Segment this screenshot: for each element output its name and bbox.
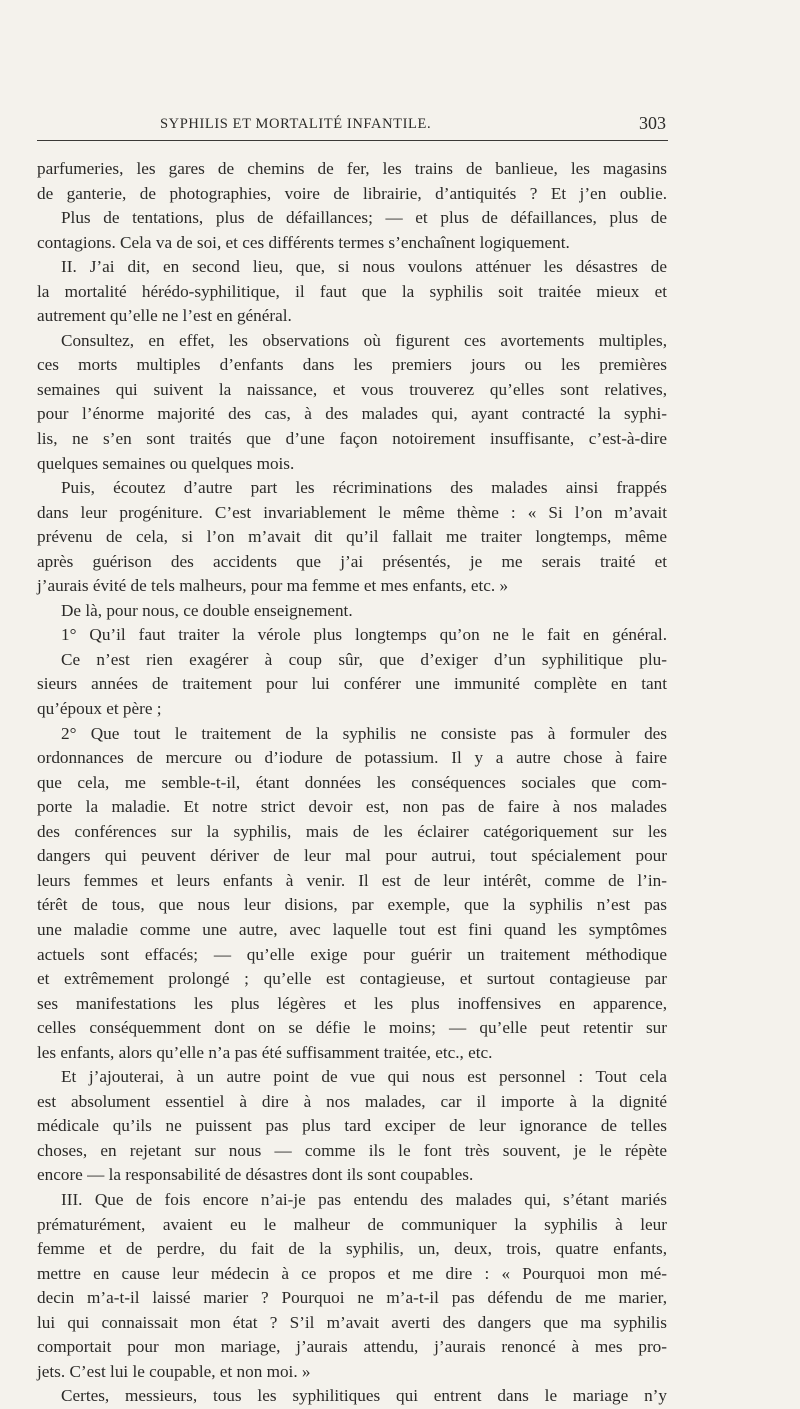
text-line: prématurément, avaient eu le malheur de communiquer la syphilis à leur [37,1214,667,1234]
text-line: celles conséquemment dont on se défie le moins; — qu’elle peut retentir sur [37,1018,667,1038]
text-line: dangers qui peuvent dériver de leur mal pour autrui, tout spécialement pour [37,846,667,866]
text-line: sieurs années de traitement pour lui conférer une immunité complète en tant [37,674,667,694]
text-line: est absolument essentiel à dire à nos malades, car il importe à la dignité [37,1091,667,1111]
text-line: dans leur progéniture. C’est invariablement le même thème : « Si l’on m’avait [37,502,667,522]
text-line: que cela, me semble-t-il, étant données les conséquences sociales que com- [37,772,667,792]
text-line: actuels sont effacés; — qu’elle exige pour guérir un traitement méthodique [37,944,667,964]
page-number: 303 [639,113,666,133]
text-line: comportait pour mon mariage, j’aurais attendu, j’aurais renoncé à mes pro- [37,1337,667,1357]
text-line: j’aurais évité de tels malheurs, pour ma femme et mes enfants, etc. » [37,576,509,596]
page-header [37,112,668,141]
text-line: 1° Qu’il faut traiter la vérole plus longtemps qu’on ne le fait en général. [61,625,667,645]
text-line: qu’époux et père ; [37,699,162,719]
text-line: Et j’ajouterai, à un autre point de vue qui nous est personnel : Tout cela [61,1067,667,1087]
text-line: lis, ne s’en sont traités que d’une façon notoirement insuffisante, c’est-à-dire [37,429,667,449]
text-line: et extrêmement prolongé ; qu’elle est contagieuse, et surtout contagieuse par [37,969,667,989]
text-line: III. Que de fois encore n’ai-je pas entendu des malades qui, s’étant mariés [61,1189,667,1209]
text-line: prévenu de cela, si l’on m’avait dit qu’il fallait me traiter longtemps, même [37,527,667,547]
text-line: une maladie comme une autre, avec laquelle tout est fini quand les symptômes [37,919,667,939]
text-line: Ce n’est rien exagérer à coup sûr, que d’exiger d’un syphilitique plu- [61,649,667,669]
text-line: de ganterie, de photographies, voire de librairie, d’antiquités ? Et j’en oublie. [37,183,667,203]
text-line: Consultez, en effet, les observations où figurent ces avortements multiples, [61,330,667,350]
text-line: decin m’a-t-il laissé marier ? Pourquoi ne m’a-t-il pas défendu de me marier, [37,1288,667,1308]
text-line: des conférences sur la syphilis, mais de les éclairer catégoriquement sur les [37,821,667,841]
text-line: leurs femmes et leurs enfants à venir. Il est de leur intérêt, comme de l’in- [37,870,667,890]
text-line: ses manifestations les plus légères et les plus inoffensives en apparence, [37,993,667,1013]
text-line: 2° Que tout le traitement de la syphilis ne consiste pas à formuler des [61,723,667,743]
text-line: choses, en rejetant sur nous — comme ils le font très souvent, je le répète [37,1140,667,1160]
text-line: II. J’ai dit, en second lieu, que, si nous voulons atténuer les désastres de [61,257,667,277]
text-line: ces morts multiples d’enfants dans les premiers jours ou les premières [37,355,667,375]
text-line: après guérison des accidents que j’ai présentés, je me serais traité et [37,551,667,571]
text-line: lui qui connaissait mon état ? S’il m’avait averti des dangers que ma syphilis [37,1312,667,1332]
text-line: porte la maladie. Et notre strict devoir est, non pas de faire à nos malades [37,797,667,817]
text-line: médicale qu’ils ne puissent pas plus tard exciper de leur ignorance de telles [37,1116,667,1136]
text-line: térêt de tous, que nous leur disions, par exemple, que la syphilis n’est pas [37,895,667,915]
text-line: Plus de tentations, plus de défaillances; — et plus de défaillances, plus de [61,208,667,228]
running-head: SYPHILIS ET MORTALITÉ INFANTILE. [160,116,432,132]
text-line: Certes, messieurs, tous les syphilitiques qui entrent dans le mariage n’y [61,1386,667,1406]
text-line: mettre en cause leur médecin à ce propos et me dire : « Pourquoi mon mé- [37,1263,667,1283]
text-line: semaines qui suivent la naissance, et vous trouverez qu’elles sont relatives, [37,379,667,399]
text-line: parfumeries, les gares de chemins de fer, les trains de banlieue, les magasins [37,159,667,178]
text-line: encore — la responsabilité de désastres dont ils sont coupables. [37,1165,474,1185]
text-line: quelques semaines ou quelques mois. [37,453,295,473]
text-line: ordonnances de mercure ou d’iodure de potassium. Il y a autre chose à faire [37,748,667,768]
text-line: autrement qu’elle ne l’est en général. [37,306,292,326]
text-line: la mortalité hérédo-syphilitique, il faut que la syphilis soit traitée mieux et [37,281,667,301]
body-text [37,157,667,1409]
text-line: pour l’énorme majorité des cas, à des malades qui, ayant contracté la syphi- [37,404,667,424]
text-line: Puis, écoutez d’autre part les récriminations des malades ainsi frappés [61,478,667,498]
text-line: les enfants, alors qu’elle n’a pas été suffisamment traitée, etc., etc. [37,1042,493,1062]
text-line: contagions. Cela va de soi, et ces différents termes s’enchaînent logiquement. [37,232,570,252]
text-line: De là, pour nous, ce double enseignement. [61,600,353,620]
text-line: femme et de perdre, du fait de la syphilis, un, deux, trois, quatre enfants, [37,1239,667,1259]
text-line: jets. C’est lui le coupable, et non moi. » [37,1361,311,1381]
